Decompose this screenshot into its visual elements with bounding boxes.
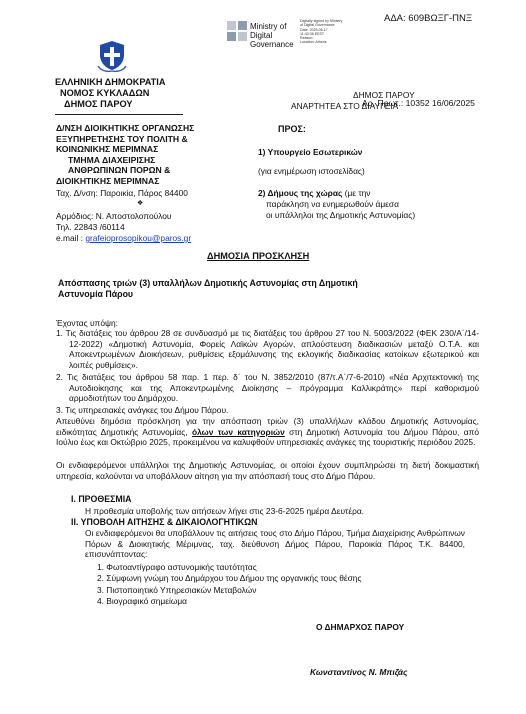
subject: Απόσπασης τριών (3) υπαλλήλων Δημοτικής Αστυνομίας στη Δημοτική Αστυνομία Πάρου [58,278,358,299]
legal-basis-3: 3. Τις υπηρεσιακές ανάγκες του Δήμου Πάρου. [56,405,229,415]
sender-email-row [56,233,191,243]
legal-basis-1: 1. Τις διατάξεις του άρθρου 28 σε συνδυασμό με τις διατάξεις του άρθρου 27 του Ν. 5003/2022 (ΦΕΚ 230/Α΄/14-12-2022) «Δημοτική Αστυνομία, Φορείς Λαϊκών Αγορών, απλούστευση διαδικασιών μεταξύ Ο.Τ.Α. και Αποκεντρωμένων Διοικήσεων, ρυθμίσεις εξομάλυνσης της εκλογικής διαδικασίας κατοίκων εξωτερικού και λοιπές ρυθμίσεις». [56,328,479,370]
greek-emblem-icon [95,38,129,72]
prefecture-heading: ΝΟΜΟΣ ΚΥΚΛΑΔΩΝ [60,88,150,98]
considering-label: Έχοντας υπόψη: [56,318,118,328]
digital-signature-block: Digitally signed by Ministry of Digital Governance Date: 2025.06.17 11:43:38 EEST Reason: Location: Athens [300,19,343,45]
sender-phone: Τηλ. 22843 /60114 [56,222,125,232]
list-item: 4. Βιογραφικό σημείωμα [97,596,188,607]
recipient-2 [258,188,371,198]
invitation-emphasis: όλων των κατηγοριών [192,426,285,437]
republic-heading: ΕΛΛΗΝΙΚΗ ΔΗΜΟΚΡΑΤΙΑ [55,77,166,87]
municipality-right: ΔΗΜΟΣ ΠΑΡΟΥ [353,90,415,100]
email-label: e.mail : [56,233,86,243]
invitation-text-b: στη Δημοτική Αστυνομία του Δήμου Πάρου, από Ιούλιο έως και Οκτώβριο 2025, προκειμένου να καλυφθούν υπηρεσιακές ανάγκες της τουριστικής περιόδου 2025. [56,426,480,448]
invitation-text-a: Απευθύνει δημόσια πρόσκληση για την απόσπαση τριών (3) υπαλλήλων κλάδου Δημοτικής Αστυνομίας, ειδικότητας Δημοτικής Αστυνομίας, [56,416,479,437]
recipient-2-line2: παράκληση να ενημερωθούν άμεσα [266,199,399,209]
list-item: 2. Σύμφωνη γνώμη του Δημάρχου του Δήμου της οργανικής τους θέσης [97,573,362,584]
section-submission-heading: ΙΙ. ΥΠΟΒΟΛΗ ΑΙΤΗΣΗΣ & ΔΙΚΑΙΟΛΟΓΗΤΙΚΩΝ [71,517,258,527]
recipient-2-name: 2) Δήμους της χώρας [258,188,343,198]
list-item: 3. Πιστοποιητικό Υπηρεσιακών Μεταβολών [97,584,257,595]
recipient-1: 1) Υπουργείο Εσωτερικών [258,147,363,157]
header-divider [55,114,183,115]
invitation-paragraph [56,416,479,448]
document-title: ΔΗΜΟΣΙΑ ΠΡΟΣΚΛΗΣΗ [207,251,310,261]
recipient-2-line3: οι υπάλληλοι της Δημοτικής Αστυνομίας) [266,210,416,220]
legal-basis-2: 2. Τις διατάξεις του άρθρου 58 παρ. 1 περ. δ΄ του Ν. 3852/2010 (87/τ.Α΄/7-6-2010) «Νέα Αρχιτεκτονική της Αυτοδιοίκησης και της Αποκεντρωμένης Διοίκησης – πρόγραμμα Καλλικράτης» περί καθορισμού αρμοδιοτήτων του Δημάρχου. [56,372,479,404]
email-link[interactable]: grafeioprosopikou@paros.gr [85,233,192,243]
section-deadline-text: Η προθεσμία υποβολής των αιτήσεων λήγει στις 23-6-2025 ημέρα Δευτέρα. [85,506,365,516]
sender-officer: Αρμόδιος: Ν. Αποστολοπούλου [56,211,172,221]
digital-governance-logo [226,20,248,44]
sender-address: Ταχ. Δ/νση: Παροικία, Πάρος 84400 [56,188,188,198]
municipality-heading: ΔΗΜΟΣ ΠΑΡΟΥ [64,99,133,109]
diamond-icon: ❖ [137,200,144,207]
recipient-1-note: (για ενημέρωση ιστοσελίδας) [258,166,365,176]
protocol-number: Αρ. Πρωτ.: 10352 16/06/2025 [362,98,475,108]
signatory-role: Ο ΔΗΜΑΡΧΟΣ ΠΑΡΟΥ [316,622,405,632]
signatory-name: Κωνσταντίνος Ν. Μπιζάς [310,667,408,677]
posting-note: ΑΝΑΡΤΗΤΕΑ ΣΤΟ ΔΙΑΥΓΕΙΑ [291,101,399,111]
recipients-label: ΠΡΟΣ: [278,124,306,134]
section-deadline-heading: Ι. ΠΡΟΘΕΣΜΙΑ [71,494,132,504]
required-documents-list [97,562,362,608]
department-block: Δ/ΝΣΗ ΔΙΟΙΚΗΤΙΚΗΣ ΟΡΓΑΝΩΣΗΣ ΕΞΥΠΗΡΕΤΗΣΗΣ ΤΟΥ ΠΟΛΙΤΗ & ΚΟΙΝΩΝΙΚΗΣ ΜΕΡΙΜΝΑΣ ΤΜΗΜΑ ΔΙΑΧΕΙΡΙΣΗΣ ΑΝΘΡΩΠΙΝΩΝ ΠΟΡΩΝ & ΔΙΟΙΚΗΤΙΚΗΣ ΜΕΡΙΜΝΑΣ [56,123,195,186]
section-submission-text: Οι ενδιαφερόμενοι θα υποβάλλουν τις αιτήσεις τους στο Δήμο Πάρου, Τμήμα Διαχείρισης Ανθρώπινων Πόρων & Διοικητικής Μέριμνας, ταχ. διεύθυνση Δήμος Πάρου, Παροικία Πάρος Τ.Κ. 84400, επισυνάπτοντας: [85,528,465,560]
list-item: 1. Φωτοαντίγραφο αστυνομικής ταυτότητας [97,562,257,572]
recipient-2-rest: (με την [342,188,371,198]
ada-code: ΑΔΑ: 609ΒΩΞΓ-ΠΝΞ [384,13,473,24]
ministry-stamp: Ministry of Digital Governance [250,22,294,49]
eligibility-paragraph: Οι ενδιαφερόμενοι υπάλληλοι της Δημοτικής Αστυνομίας, οι οποίοι έχουν συμπληρώσει τη διετή δοκιμαστική υπηρεσία, καλούνται να υποβάλλουν αίτηση για την απόσπασή τους στο Δήμο Πάρου. [56,460,479,481]
